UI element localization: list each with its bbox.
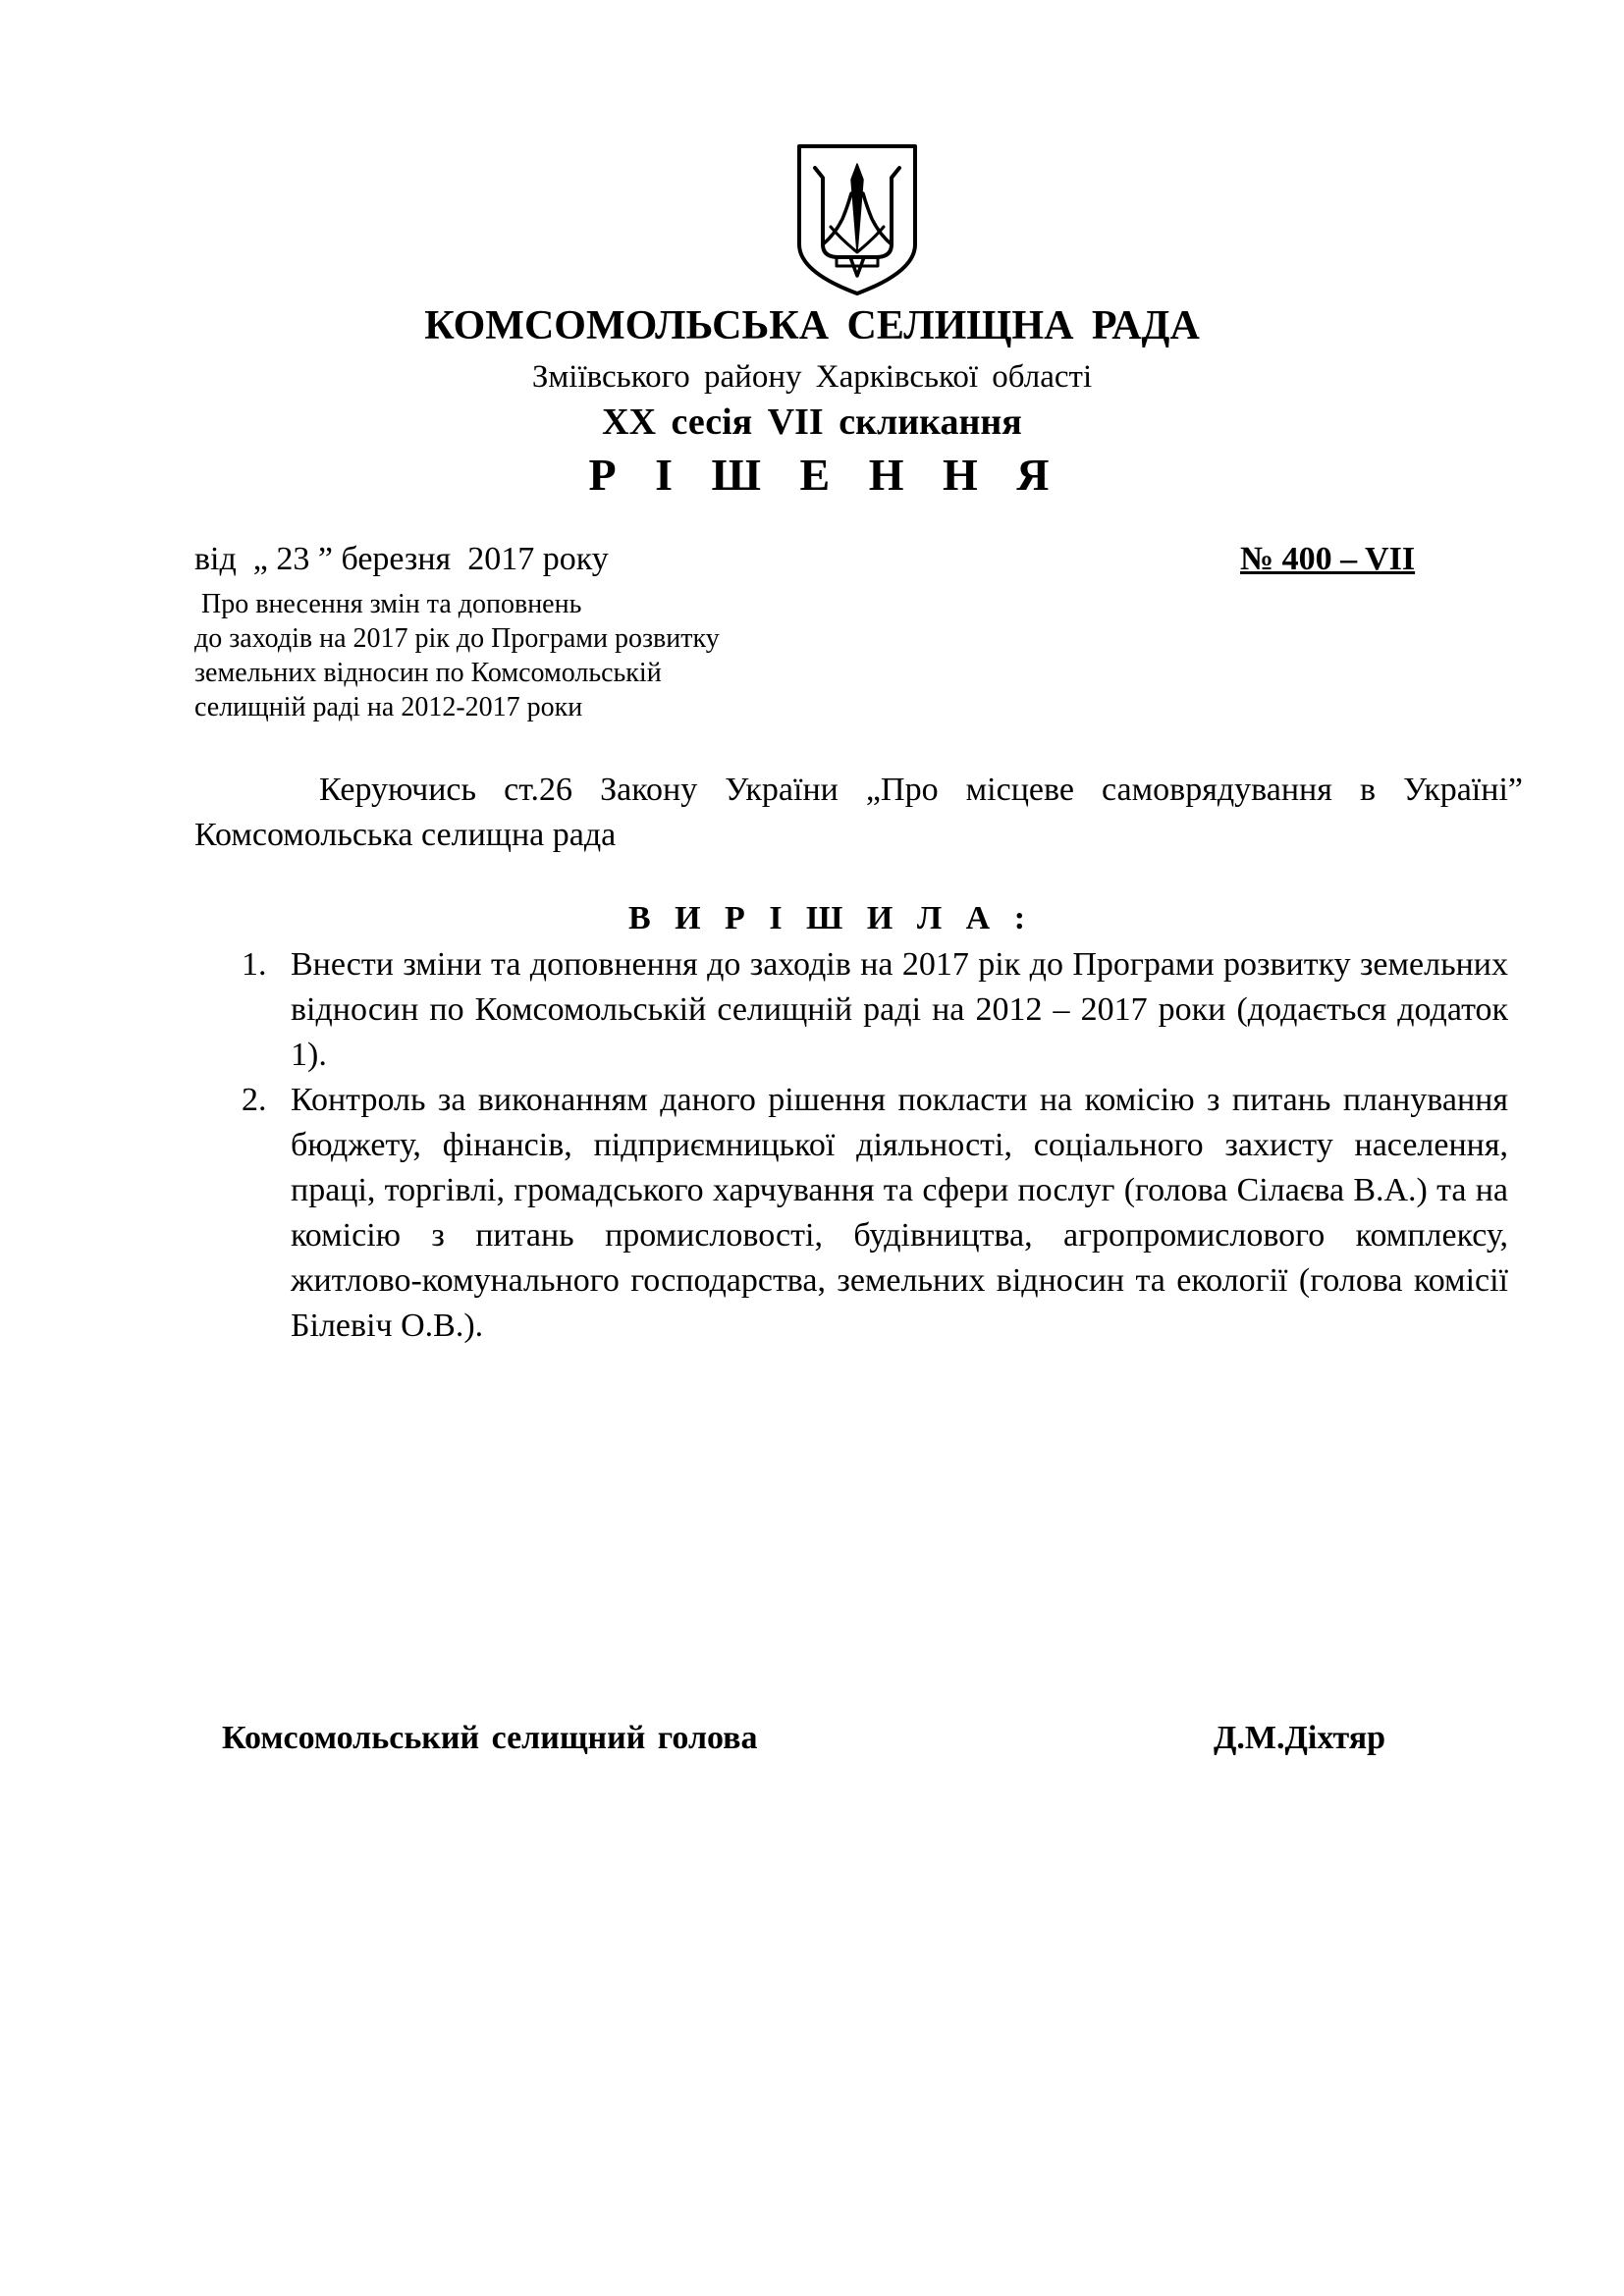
item-text: Внести зміни та доповнення до заходів на 2017 рік до Програми розвитку земельних відносин по Комсомольській селищній раді на 2012 – 2017 роки (додається додаток 1). — [291, 946, 1508, 1073]
subject-line: земельних відносин по Комсомольській — [194, 658, 662, 688]
preamble-paragraph: Керуючись ст.26 Закону України „Про місцеве самоврядування в Україні” Комсомольська селищна рада — [194, 772, 1523, 853]
decision-number: № 400 – VII — [1240, 541, 1416, 577]
session-line: XX сесія VII скликання — [602, 401, 1022, 443]
subject-line: селищній раді на 2012-2017 роки — [194, 692, 583, 722]
document-type-title: Р І Ш Е Н Н Я — [588, 450, 1063, 500]
decision-item — [242, 942, 1508, 1078]
decision-date: від „ 23 ” березня 2017 року — [194, 541, 609, 577]
signature-title: Комсомольський селищний голова — [222, 1720, 758, 1756]
decision-subject — [194, 587, 720, 724]
item-number: 1. — [242, 946, 267, 983]
subject-line: Про внесення змін та доповнень — [194, 589, 582, 619]
decision-item — [242, 1078, 1508, 1349]
subject-line: до заходів на 2017 рік до Програми розвитку — [194, 623, 720, 654]
decided-heading: В И Р І Ш И Л А : — [627, 900, 1034, 936]
district-subtitle: Зміївського району Харківської області — [531, 359, 1093, 395]
item-number: 2. — [242, 1082, 267, 1118]
council-name: КОМСОМОЛЬСЬКА СЕЛИЩНА РАДА — [424, 303, 1200, 348]
item-text: Контроль за виконанням даного рішення покласти на комісію з питань планування бюджету, фінансів, підприємницької діяльності, соціального захисту населення, праці, торгівлі, громадського харчування та сфери послуг (голова Сілаєва В.А.) та на комісію з питань промисловості, будівництва, агропромислового комплексу, житлово-комунального господарства, земельних відносин та екології (голова комісії Білевіч О.В.). — [291, 1082, 1508, 1344]
signature-name: Д.М.Діхтяр — [1214, 1720, 1386, 1756]
trident-coat-of-arms-icon — [793, 142, 921, 296]
decision-items-list — [242, 942, 1508, 1349]
